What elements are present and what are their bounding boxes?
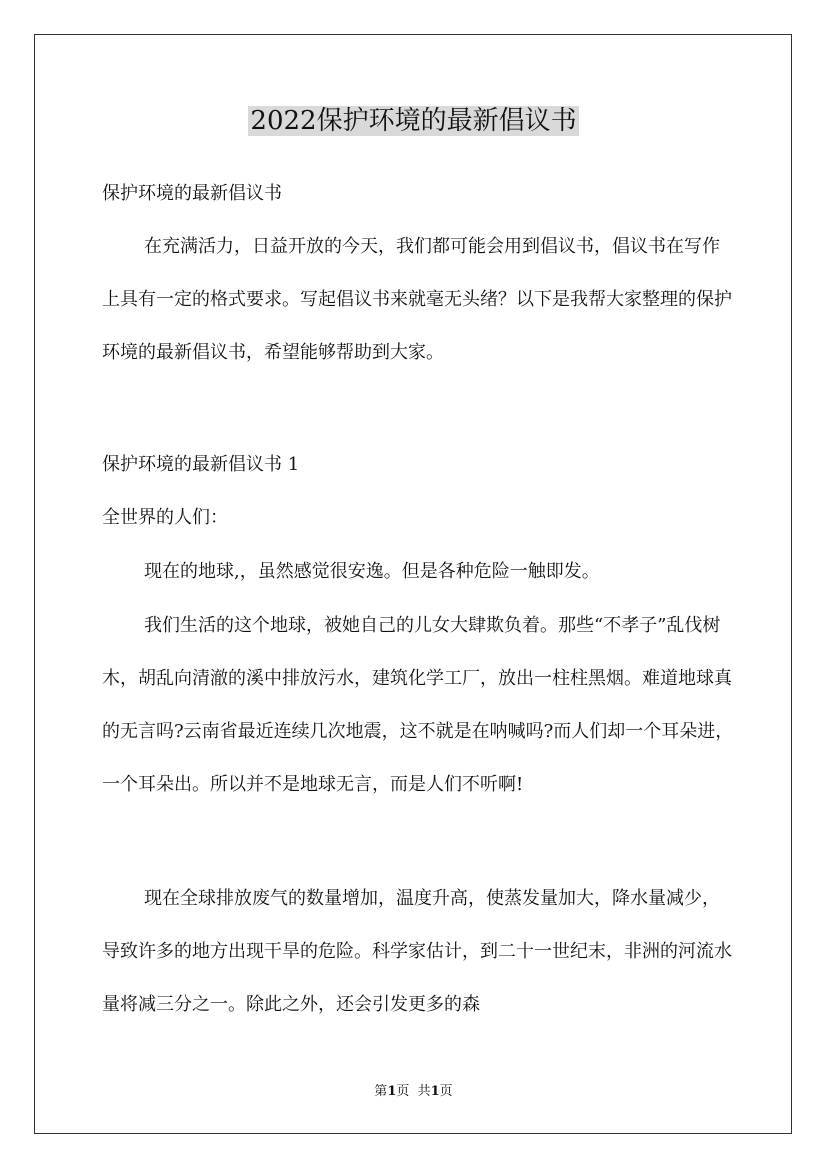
body-paragraph-1: 现在的地球,，虽然感觉很安逸。但是各种危险一触即发。 (144, 561, 600, 582)
footer-page-suffix: 页 (439, 1084, 453, 1099)
salutation: 全世界的人们： (102, 507, 228, 528)
footer-page-mid: 页 共 (396, 1084, 431, 1099)
section-heading: 保护环境的最新倡议书 1 (102, 454, 300, 475)
footer-page-prefix: 第 (374, 1084, 388, 1099)
footer-page-current: 1 (387, 1084, 397, 1099)
body-paragraph-2: 我们生活的这个地球，被她自己的儿女大肆欺负着。那些“不孝子”乱伐树木，胡乱向清澈的溪中排放污水，建筑化学工厂，放出一柱柱黑烟。难道地球真的无言吗?云南省最近连续几次地震，这不就是在呐喊吗?而人们却一个耳朵进，一个耳朵出。所以并不是地球无言，而是人们不听啊! (102, 615, 734, 795)
footer-page-total: 1 (430, 1084, 440, 1099)
document-title (0, 100, 827, 142)
document-title-text: 2022保护环境的最新倡议书 (250, 106, 577, 136)
document-subtitle: 保护环境的最新倡议书 (102, 183, 282, 204)
page-footer (0, 1083, 827, 1101)
intro-paragraph: 在充满活力，日益开放的今天，我们都可能会用到倡议书，倡议书在写作上具有一定的格式要求。写起倡议书来就毫无头绪？以下是我帮大家整理的保护环境的最新倡议书，希望能够帮助到大家。 (102, 236, 732, 363)
body-paragraph-3: 现在全球排放废气的数量增加，温度升高，使蒸发量加大，降水量减少，导致许多的地方出现干旱的危险。科学家估计，到二十一世纪末，非洲的河流水量将减三分之一。除此之外，还会引发更多的森 (102, 888, 732, 1015)
